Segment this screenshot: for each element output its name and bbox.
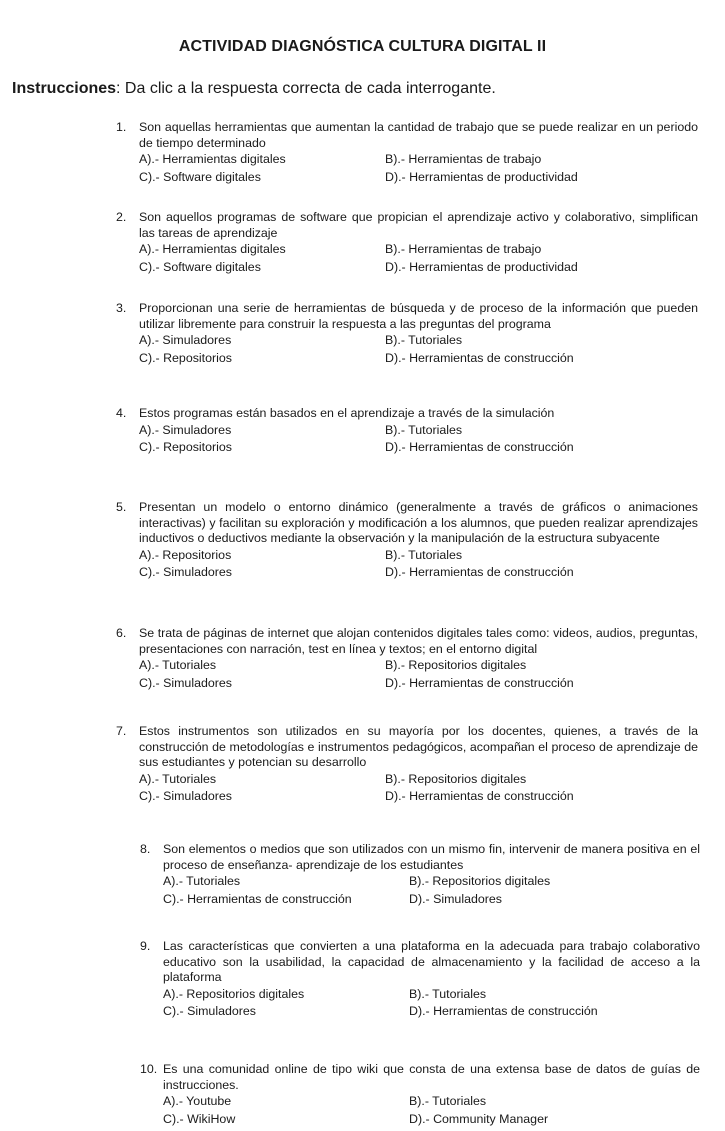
option-a[interactable]: A).- Herramientas digitales (139, 242, 286, 256)
question-text: Las características que convierten a una plataforma en la adecuada para trabajo colaborativo educativo son la usabilidad, la capacidad de almacenamiento y la facilidad de acceso a la plataforma (163, 939, 700, 984)
question-7 (116, 724, 698, 806)
answer-options (139, 241, 698, 276)
option-d[interactable]: D).- Herramientas de construcción (385, 440, 574, 454)
question-number: 2. (116, 210, 127, 224)
option-c[interactable]: C).- Simuladores (139, 565, 232, 579)
option-c[interactable]: C).- Repositorios (139, 350, 232, 365)
option-d[interactable]: D).- Herramientas de construcción (385, 675, 574, 690)
option-a[interactable]: A).- Simuladores (139, 333, 232, 347)
answer-options (139, 422, 698, 457)
option-c[interactable]: C).- WikiHow (163, 1111, 236, 1126)
question-number: 10. (140, 1062, 158, 1076)
question-text: Son aquellas herramientas que aumentan la cantidad de trabajo que se puede realizar en un periodo de tiempo determinado (139, 120, 698, 150)
option-a[interactable]: A).- Tutoriales (139, 658, 217, 672)
option-d[interactable]: D).- Herramientas de construcción (385, 789, 574, 803)
instructions-label: Instrucciones (12, 80, 117, 97)
option-d[interactable]: D).- Herramientas de construcción (385, 565, 574, 579)
answer-options (139, 771, 698, 806)
question-3 (116, 301, 698, 367)
question-number: 8. (140, 842, 151, 856)
answer-options (139, 332, 698, 367)
answer-options (163, 1093, 700, 1128)
question-text: Estos programas están basados en el aprendizaje a través de la simulación (139, 406, 555, 420)
question-number: 9. (140, 939, 151, 953)
option-c[interactable]: C).- Simuladores (139, 789, 232, 803)
question-10 (140, 1062, 700, 1128)
option-d[interactable]: D).- Simuladores (409, 891, 502, 906)
option-a[interactable]: A).- Tutoriales (163, 874, 241, 888)
instructions-text: : Da clic a la respuesta correcta de cada interrogante. (116, 80, 496, 97)
option-b[interactable]: B).- Herramientas de trabajo (385, 152, 542, 166)
question-6 (116, 626, 698, 692)
question-number: 6. (116, 626, 127, 640)
question-number: 7. (116, 724, 127, 738)
option-d[interactable]: D).- Herramientas de construcción (409, 1004, 598, 1018)
question-5 (116, 500, 698, 582)
question-8 (140, 842, 700, 908)
option-b[interactable]: B).- Tutoriales (385, 333, 463, 347)
answer-options (163, 873, 700, 908)
option-b[interactable]: B).- Tutoriales (385, 547, 463, 562)
question-text: Proporcionan una serie de herramientas de búsqueda y de proceso de la información que pueden utilizar libremente para construir la respuesta a las preguntas del programa (139, 301, 698, 331)
question-text: Son elementos o medios que son utilizados con un mismo fin, intervenir de manera positiva en el proceso de enseñanza- aprendizaje de los estudiantes (163, 842, 700, 872)
option-c[interactable]: C).- Software digitales (139, 169, 261, 184)
option-c[interactable]: C).- Simuladores (163, 1004, 256, 1018)
option-a[interactable]: A).- Tutoriales (139, 771, 217, 786)
option-b[interactable]: B).- Tutoriales (409, 986, 487, 1001)
question-text: Son aquellos programas de software que propician el aprendizaje activo y colaborativo, simplifican las tareas de aprendizaje (139, 210, 698, 240)
option-d[interactable]: D).- Herramientas de productividad (385, 259, 578, 274)
answer-options (139, 657, 698, 692)
question-number: 3. (116, 301, 127, 315)
option-b[interactable]: B).- Tutoriales (385, 422, 463, 437)
answer-options (163, 986, 700, 1021)
option-c[interactable]: C).- Simuladores (139, 675, 232, 690)
option-b[interactable]: B).- Herramientas de trabajo (385, 242, 542, 256)
option-c[interactable]: C).- Herramientas de construcción (163, 891, 352, 906)
option-a[interactable]: A).- Youtube (163, 1094, 232, 1108)
question-text: Es una comunidad online de tipo wiki que consta de una extensa base de datos de guías de instrucciones. (163, 1062, 700, 1092)
option-c[interactable]: C).- Software digitales (139, 259, 261, 274)
option-d[interactable]: D).- Community Manager (409, 1111, 549, 1126)
option-a[interactable]: A).- Repositorios digitales (163, 986, 305, 1001)
question-number: 4. (116, 406, 127, 420)
option-a[interactable]: A).- Repositorios (139, 547, 232, 562)
option-c[interactable]: C).- Repositorios (139, 440, 232, 454)
question-2 (116, 210, 698, 276)
option-b[interactable]: B).- Repositorios digitales (409, 874, 551, 888)
answer-options (139, 547, 698, 582)
question-4 (116, 406, 698, 457)
option-b[interactable]: B).- Repositorios digitales (385, 658, 527, 672)
question-text: Se trata de páginas de internet que alojan contenidos digitales tales como: videos, audios, preguntas, presentaciones con narración, test en línea y textos; en el entorno digital (139, 626, 698, 656)
page-title: ACTIVIDAD DIAGNÓSTICA CULTURA DIGITAL II (178, 38, 547, 55)
question-9 (140, 939, 700, 1021)
option-d[interactable]: D).- Herramientas de productividad (385, 169, 578, 184)
answer-options (139, 151, 698, 186)
question-text: Estos instrumentos son utilizados en su mayoría por los docentes, quienes, a través de la construcción de metodologías e instrumentos pedagógicos, acompañan el proceso de aprendizaje de sus estudiantes y potencian su desarrollo (139, 724, 698, 769)
option-b[interactable]: B).- Repositorios digitales (385, 771, 527, 786)
option-b[interactable]: B).- Tutoriales (409, 1094, 487, 1108)
option-d[interactable]: D).- Herramientas de construcción (385, 350, 574, 365)
question-number: 1. (116, 120, 127, 134)
option-a[interactable]: A).- Simuladores (139, 422, 232, 437)
instructions (12, 80, 496, 98)
question-number: 5. (116, 500, 127, 514)
question-1 (116, 120, 698, 186)
question-text: Presentan un modelo o entorno dinámico (generalmente a través de gráficos o animaciones interactivas) y facilitan su exploración y modificación a los alumnos, que pueden realizar aprendizajes inductivos o deductivos mediante la observación y la manipulación de la estructura subyacente (139, 500, 698, 545)
option-a[interactable]: A).- Herramientas digitales (139, 152, 286, 166)
